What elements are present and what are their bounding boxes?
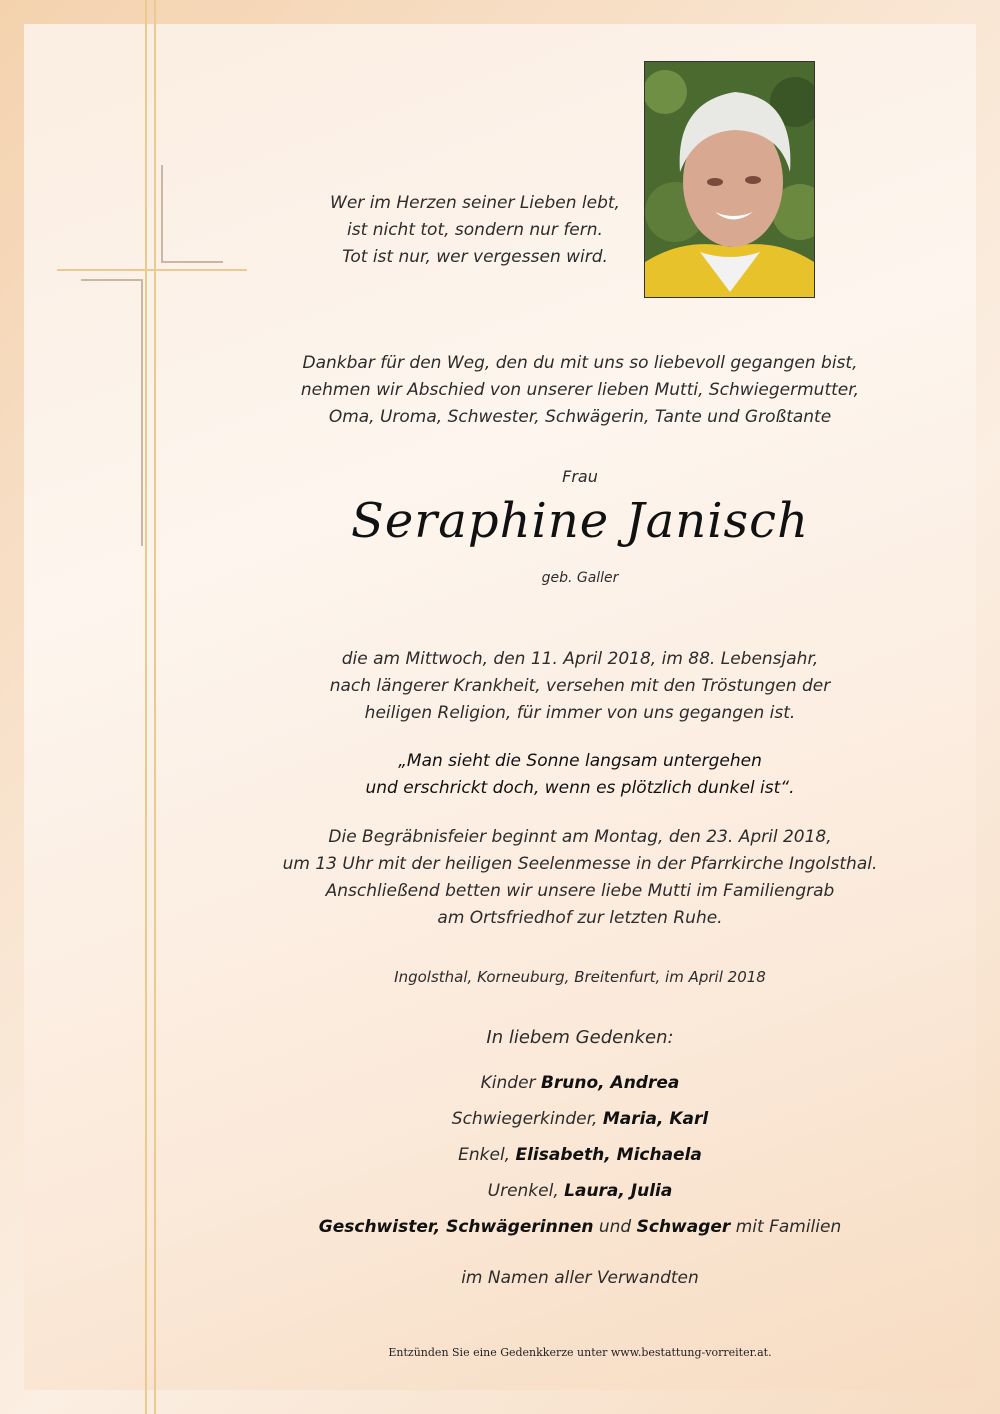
family-connector: und [593, 1217, 637, 1237]
motto-verse [300, 190, 650, 271]
cross-right-arm [161, 261, 223, 263]
portrait-photo [644, 61, 815, 298]
notice-line: die am Mittwoch, den 11. April 2018, im 88. Lebensjahr, [341, 649, 819, 669]
cross-crossbar [57, 269, 247, 271]
in-memory-heading: In liebem Gedenken: [486, 1027, 674, 1048]
cross-upper-beam [161, 165, 163, 262]
family-row [280, 1137, 880, 1173]
funeral-line: am Ortsfriedhof zur letzten Ruhe. [437, 908, 723, 928]
family-role: Enkel, [458, 1145, 516, 1165]
funeral-details [270, 824, 890, 932]
footer-note: Entzünden Sie eine Gedenkkerze unter www.bestattung-vorreiter.at. [388, 1346, 772, 1359]
family-row [280, 1101, 880, 1137]
funeral-line: um 13 Uhr mit der heiligen Seelenmesse in der Pfarrkirche Ingolsthal. [282, 854, 878, 874]
family-list [280, 1065, 880, 1245]
salutation: Frau [562, 467, 598, 486]
motto-line: ist nicht tot, sondern nur fern. [347, 220, 603, 240]
family-names: Schwager [636, 1217, 731, 1237]
death-notice [280, 646, 880, 727]
family-names: Elisabeth, Michaela [515, 1145, 702, 1165]
funeral-line: Die Begräbnisfeier beginnt am Montag, den 23. April 2018, [328, 827, 832, 847]
place-date: Ingolsthal, Korneuburg, Breitenfurt, im April 2018 [394, 968, 766, 986]
family-names: Bruno, Andrea [540, 1073, 680, 1093]
funeral-line: Anschließend betten wir unsere liebe Mutti im Familiengrab [325, 881, 835, 901]
notice-line: nach längerer Krankheit, versehen mit den Tröstungen der [329, 676, 831, 696]
family-names: Maria, Karl [602, 1109, 709, 1129]
intro-paragraph [280, 350, 880, 431]
birth-name: geb. Galler [541, 570, 619, 586]
decor-line [154, 0, 156, 1414]
motto-line: Tot ist nur, wer vergessen wird. [342, 247, 608, 267]
quote [280, 748, 880, 802]
family-role: Kinder [480, 1073, 541, 1093]
deceased-name: Seraphine Janisch [351, 493, 809, 549]
intro-line: nehmen wir Abschied von unserer lieben Mutti, Schwiegermutter, [300, 380, 860, 400]
intro-line: Dankbar für den Weg, den du mit uns so liebevoll gegangen bist, [302, 353, 858, 373]
quote-line: „Man sieht die Sonne langsam untergehen [398, 751, 762, 771]
motto-line: Wer im Herzen seiner Lieben lebt, [330, 193, 620, 213]
notice-line: heiligen Religion, für immer von uns gegangen ist. [364, 703, 796, 723]
family-row [280, 1173, 880, 1209]
decor-line [145, 0, 147, 1414]
family-names: Geschwister, Schwägerinnen [318, 1217, 594, 1237]
quote-line: und erschrickt doch, wenn es plötzlich dunkel ist“. [365, 778, 795, 798]
family-row [280, 1209, 880, 1245]
family-names: Laura, Julia [564, 1181, 673, 1201]
family-role: Urenkel, [487, 1181, 565, 1201]
intro-line: Oma, Uroma, Schwester, Schwägerin, Tante und Großtante [328, 407, 832, 427]
on-behalf: im Namen aller Verwandten [461, 1268, 699, 1288]
family-row [280, 1065, 880, 1101]
cross-lower-beam [141, 280, 143, 546]
family-suffix: mit Familien [730, 1217, 842, 1237]
cross-left-arm [81, 279, 143, 281]
family-role: Schwiegerkinder, [451, 1109, 603, 1129]
